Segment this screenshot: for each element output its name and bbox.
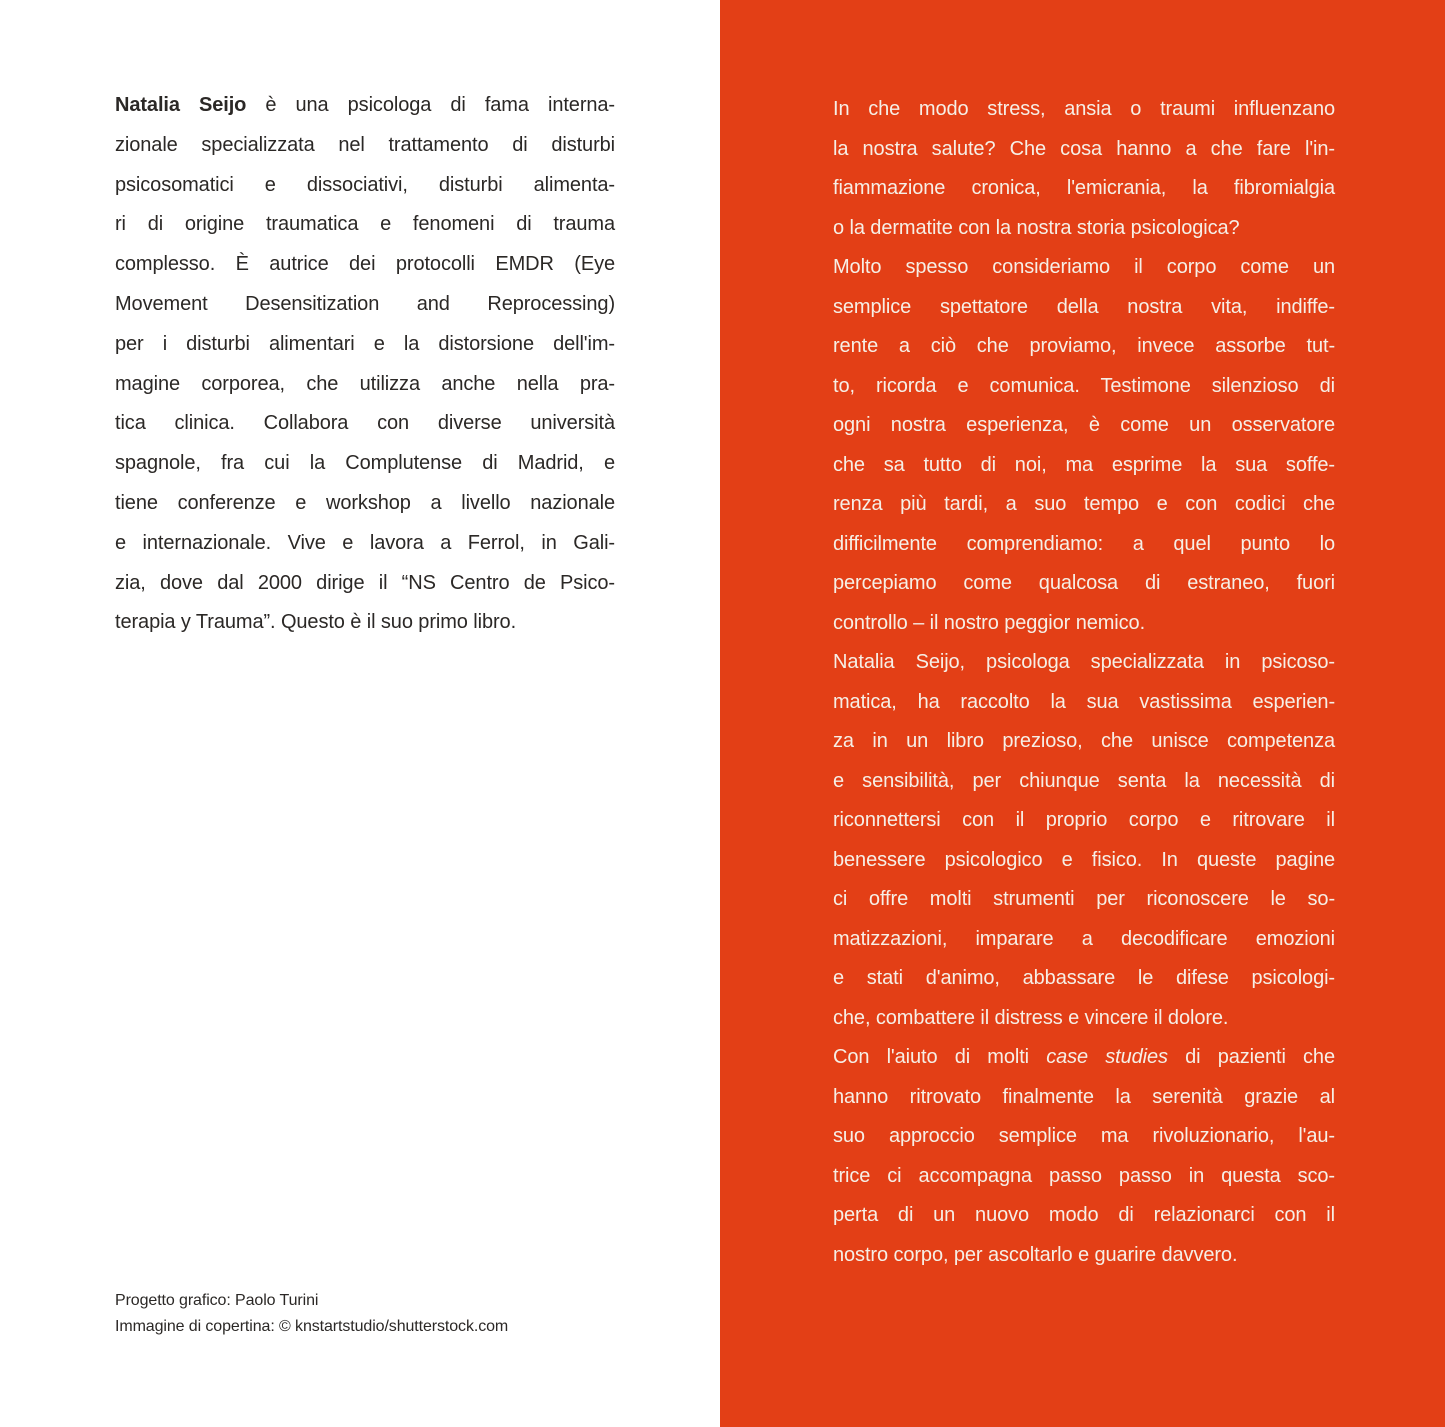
text-line: psicosomatici e dissociativi, disturbi alimenta- (115, 173, 615, 196)
text-line: e internazionale. Vive e lavora a Ferrol, in Gali- (115, 531, 615, 554)
text-line: Natalia Seijo, psicologa specializzata in psicoso- (833, 651, 1335, 673)
text-line: e sensibilità, per chiunque senta la necessità di (833, 769, 1335, 792)
text-line: zia, dove dal 2000 dirige il “NS Centro de Psico- (115, 571, 615, 594)
text-line: matizzazioni, imparare a decodificare emozioni (833, 927, 1335, 950)
text-line: trice ci accompagna passo passo in questa sco- (833, 1164, 1335, 1187)
text-line: complesso. È autrice dei protocolli EMDR (Eye (115, 253, 615, 276)
text-line: riconnettersi con il proprio corpo e ritrovare il (833, 809, 1335, 831)
text-line: o la dermatite con la nostra storia psicologica? (833, 216, 1240, 239)
author-bio (115, 86, 615, 643)
text-line: tica clinica. Collabora con diverse università (115, 412, 615, 435)
text-line: Molto spesso consideriamo il corpo come un (833, 256, 1335, 278)
text-line: rente a ciò che proviamo, invece assorbe tut- (833, 335, 1335, 357)
left-flap-panel (0, 0, 720, 1427)
text-line: magine corporea, che utilizza anche nella pra- (115, 372, 615, 395)
text-line: matica, ha raccolto la sua vastissima esperien- (833, 690, 1335, 713)
text-line: tiene conferenze e workshop a livello nazionale (115, 491, 615, 514)
text-line: Natalia Seijo è una psicologa di fama interna- (115, 94, 615, 116)
text-line: per i disturbi alimentari e la distorsione dell'im- (115, 332, 615, 355)
text-line: ogni nostra esperienza, è come un osservatore (833, 414, 1335, 436)
text-line: Con l'aiuto di molti case studies di pazienti che (833, 1046, 1335, 1068)
credits-cover-line: Immagine di copertina: © knstartstudio/shutterstock.com (115, 1318, 509, 1335)
text-line: hanno ritrovato finalmente la serenità grazie al (833, 1085, 1335, 1108)
credits-block (115, 1288, 508, 1340)
text-line: e stati d'animo, abbassare le difese psicologi- (833, 967, 1335, 989)
text-line: nostro corpo, per ascoltarlo e guarire davvero. (833, 1243, 1238, 1266)
text-line: benessere psicologico e fisico. In queste pagine (833, 848, 1335, 871)
text-line: controllo – il nostro peggior nemico. (833, 611, 1146, 634)
text-line: to, ricorda e comunica. Testimone silenzioso di (833, 374, 1335, 397)
text-line: In che modo stress, ansia o traumi influenzano (833, 98, 1335, 120)
text-line: la nostra salute? Che cosa hanno a che fare l'in- (833, 137, 1335, 160)
credits-design-line: Progetto grafico: Paolo Turini (115, 1292, 319, 1309)
text-line: suo approccio semplice ma rivoluzionario, l'au- (833, 1125, 1335, 1147)
text-line: spagnole, fra cui la Complutense di Madrid, e (115, 452, 615, 475)
text-line: fiammazione cronica, l'emicrania, la fibromialgia (833, 177, 1335, 199)
right-flap-panel (720, 0, 1445, 1427)
book-blurb (833, 90, 1335, 1275)
text-line: Movement Desensitization and Reprocessing) (115, 292, 615, 315)
text-line: ci offre molti strumenti per riconoscere le so- (833, 888, 1335, 910)
text-line: che, combattere il distress e vincere il dolore. (833, 1006, 1229, 1029)
text-line: difficilmente comprendiamo: a quel punto lo (833, 532, 1335, 555)
text-line: za in un libro prezioso, che unisce competenza (833, 730, 1335, 752)
text-line: semplice spettatore della nostra vita, indiffe- (833, 295, 1335, 318)
text-line: renza più tardi, a suo tempo e con codici che (833, 493, 1335, 515)
text-line: zionale specializzata nel trattamento di disturbi (115, 133, 615, 156)
text-line: perta di un nuovo modo di relazionarci con il (833, 1204, 1335, 1226)
text-line: percepiamo come qualcosa di estraneo, fuori (833, 572, 1335, 594)
text-line: terapia y Trauma”. Questo è il suo primo libro. (115, 611, 517, 634)
text-line: che sa tutto di noi, ma esprime la sua soffe- (833, 453, 1335, 476)
text-line: ri di origine traumatica e fenomeni di trauma (115, 213, 615, 236)
